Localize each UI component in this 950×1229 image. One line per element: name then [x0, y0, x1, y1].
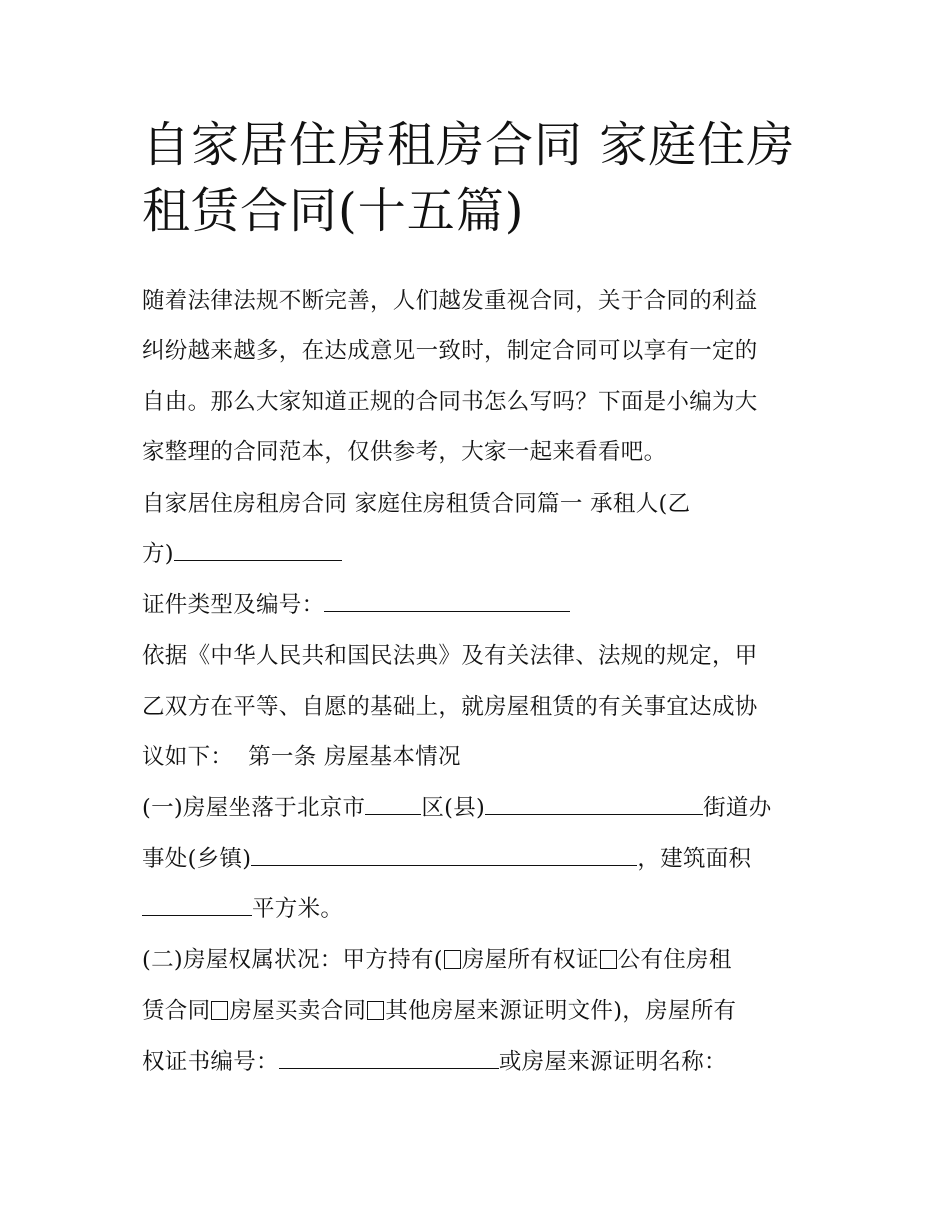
- township-blank[interactable]: [251, 845, 637, 866]
- ownership-line-1: [142, 945, 732, 975]
- opt-purchase-contract: 房屋买卖合同: [229, 998, 367, 1024]
- location-line-2: [142, 844, 751, 874]
- lessee-line: [142, 539, 342, 569]
- district-label: 区(县): [421, 795, 486, 821]
- checkbox-public-housing[interactable]: [600, 950, 617, 969]
- basis-line-2: 乙双方在平等、自愿的基础上，就房屋租赁的有关事宜达成协: [142, 694, 758, 720]
- opt-other-docs: 其他房屋来源证明文件)，房屋所有: [385, 998, 737, 1024]
- intro-line-2: 纠纷越来越多，在达成意见一致时，制定合同可以享有一定的: [142, 338, 758, 364]
- basis-line-1: 依据《中华人民共和国民法典》及有关法律、法规的规定，甲: [142, 643, 758, 669]
- section-heading: 自家居住房租房合同 家庭住房租赁合同篇一 承租人(乙: [142, 491, 691, 517]
- street-blank[interactable]: [485, 794, 703, 815]
- area-label: ，建筑面积: [637, 846, 752, 872]
- checkbox-purchase-contract[interactable]: [211, 1001, 228, 1020]
- township-label: 事处(乡镇): [142, 846, 252, 872]
- source-name-label: 或房屋来源证明名称：: [498, 1049, 727, 1075]
- basis-line-3: 议如下： 第一条 房屋基本情况: [142, 744, 461, 770]
- intro-line-1: 随着法律法规不断完善，人们越发重视合同，关于合同的利益: [142, 288, 758, 314]
- lessee-blank[interactable]: [174, 540, 342, 561]
- ownership-line-2: [142, 996, 736, 1026]
- cert-number-label: 权证书编号：: [142, 1049, 279, 1075]
- area-blank[interactable]: [142, 895, 252, 916]
- opt-public-housing: 公有住房租: [617, 947, 732, 973]
- ownership-line-3: [142, 1047, 727, 1077]
- opt-ownership-cert: 房屋所有权证: [461, 947, 599, 973]
- street-label: 街道办: [703, 795, 772, 821]
- district-blank[interactable]: [365, 794, 421, 815]
- area-unit: 平方米。: [252, 896, 344, 922]
- ownership-prefix: (二)房屋权属状况：甲方持有(: [142, 947, 443, 973]
- intro-line-4: 家整理的合同范本，仅供参考，大家一起来看看吧。: [142, 439, 667, 465]
- location-prefix: (一)房屋坐落于北京市: [142, 795, 366, 821]
- document-title: 自家居住房租房合同 家庭住房租赁合同(十五篇): [142, 117, 796, 239]
- id-blank[interactable]: [324, 591, 570, 612]
- id-label: 证件类型及编号：: [142, 592, 325, 618]
- opt-public-housing-cont: 赁合同: [142, 998, 211, 1024]
- checkbox-other-docs[interactable]: [367, 1001, 384, 1020]
- location-line-1: [142, 793, 772, 823]
- lessee-label: 方): [142, 541, 174, 567]
- id-line: [142, 590, 570, 620]
- checkbox-ownership-cert[interactable]: [444, 950, 461, 969]
- location-line-3: [142, 894, 343, 924]
- cert-number-blank[interactable]: [279, 1048, 499, 1069]
- intro-line-3: 自由。那么大家知道正规的合同书怎么写吗？下面是小编为大: [142, 389, 758, 415]
